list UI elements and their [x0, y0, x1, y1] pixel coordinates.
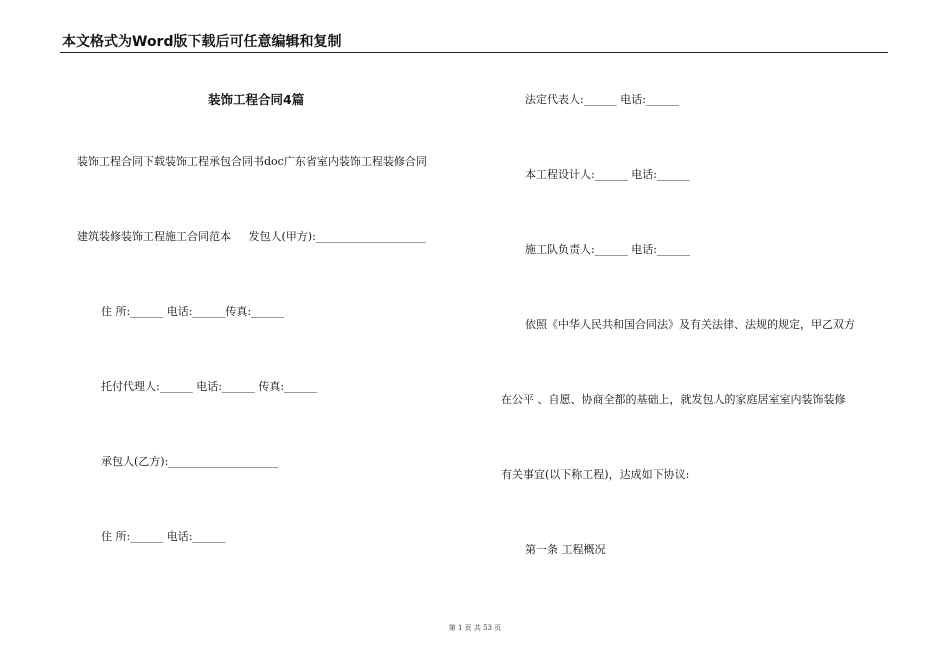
- page-number: 第 1 页 共 53 页: [448, 624, 502, 632]
- paragraph-line: 住 所:______ 电话:______传真:______: [101, 305, 285, 318]
- paragraph-line: 依照《中华人民共和国合同法》及有关法律、法规的规定，甲乙双方: [525, 318, 855, 331]
- paragraph-line: 建筑装修装饰工程施工合同范本 发包人(甲方):____________________: [77, 230, 426, 243]
- header-text: 本文格式为Word版下载后可任意编辑和复制: [62, 34, 342, 50]
- paragraph-line: 托付代理人:______ 电话:______ 传真:______: [101, 380, 318, 393]
- paragraph-line: 有关事宜(以下称工程)，达成如下协议:: [501, 468, 690, 481]
- page-header: [62, 33, 888, 53]
- section-heading: 第一条 工程概况: [525, 543, 606, 556]
- document-title: 装饰工程合同4篇: [208, 92, 305, 107]
- paragraph-line: 承包人(乙方):____________________: [101, 455, 279, 468]
- header-divider: [60, 52, 888, 53]
- paragraph-line: 装饰工程合同下载装饰工程承包合同书doc广东省室内装饰工程装修合同: [77, 155, 427, 168]
- paragraph-line: 施工队负责人:______ 电话:______: [525, 243, 690, 256]
- paragraph-line: 本工程设计人:______ 电话:______: [525, 168, 690, 181]
- paragraph-line: 在公平 、自愿、协商全都的基础上，就发包人的家庭居室室内装饰装修: [501, 393, 846, 406]
- paragraph-line: 住 所:______ 电话:______: [101, 530, 226, 543]
- paragraph-line: 法定代表人:______ 电话:______: [525, 93, 679, 106]
